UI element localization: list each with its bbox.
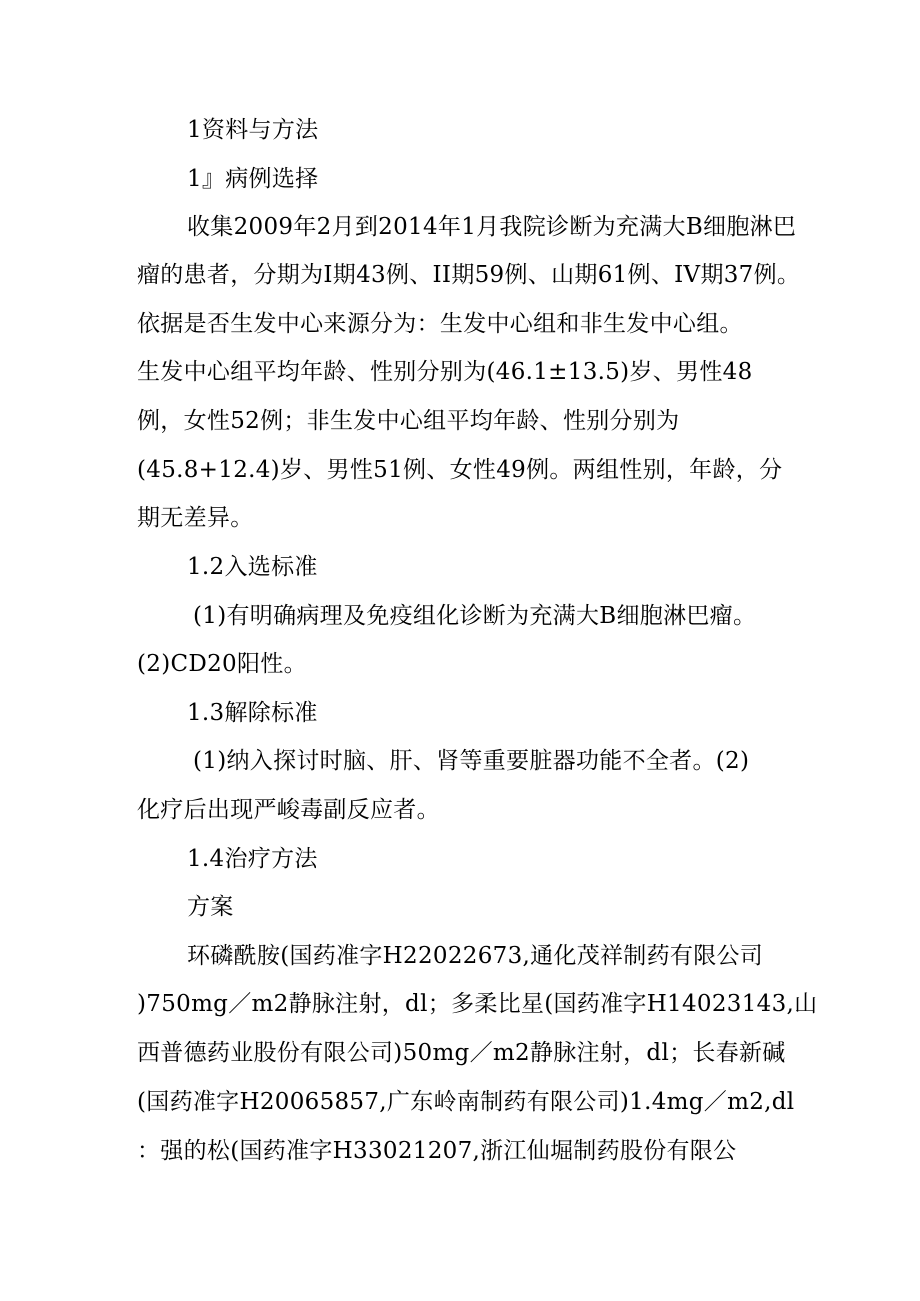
- paragraph-line: (国药准字H20065857,广东岭南制药有限公司)1.4mg／m2,dl: [137, 1089, 795, 1115]
- paragraph-line: 化疗后出现严峻毒副反应者。: [137, 797, 440, 823]
- heading-materials-methods: 1资料与方法: [187, 117, 319, 143]
- paragraph-line: 环磷酰胺(国药准字H22022673,通化茂祥制药有限公司: [187, 943, 764, 969]
- paragraph-line: (1)纳入探讨时脑、肝、肾等重要脏器功能不全者。(2): [193, 748, 750, 774]
- paragraph-line: 瘤的患者，分期为I期43例、II期59例、山期61例、IV期37例。: [137, 262, 801, 288]
- subheading-treatment-method: 1.4治疗方法: [187, 846, 318, 872]
- paragraph-line: (1)有明确病理及免疫组化诊断为充满大B细胞淋巴瘤。: [193, 603, 757, 629]
- paragraph-line: 生发中心组平均年龄、性别分别为(46.1±13.5)岁、男性48: [137, 359, 753, 385]
- subheading-case-selection: 1』病例选择: [187, 166, 319, 192]
- paragraph-line: (45.8+12.4)岁、男性51例、女性49例。两组性别，年龄，分: [137, 457, 783, 483]
- paragraph-line: 西普德药业股份有限公司)50mg／m2静脉注射，dl；长春新碱: [137, 1040, 786, 1066]
- paragraph-line: 例，女性52例；非生发中心组平均年龄、性别分别为: [137, 408, 680, 434]
- subheading-regimen: 方案: [187, 894, 234, 920]
- paragraph-line: 依据是否生发中心来源分为：生发中心组和非生发中心组。: [137, 311, 743, 337]
- paragraph-line: )750mg／m2静脉注射，dl；多柔比星(国药准字H14023143,山: [137, 991, 818, 1017]
- paragraph-line: ：强的松(国药准字H33021207,浙江仙堀制药股份有限公: [137, 1138, 737, 1164]
- paragraph-line: 期无差异。: [137, 505, 254, 531]
- paragraph-line: 收集2009年2月到2014年1月我院诊断为充满大B细胞淋巴: [187, 214, 797, 240]
- subheading-exclusion-criteria: 1.3解除标准: [187, 700, 318, 726]
- paragraph-line: (2)CD20阳性。: [137, 651, 307, 677]
- subheading-inclusion-criteria: 1.2入选标准: [187, 554, 318, 580]
